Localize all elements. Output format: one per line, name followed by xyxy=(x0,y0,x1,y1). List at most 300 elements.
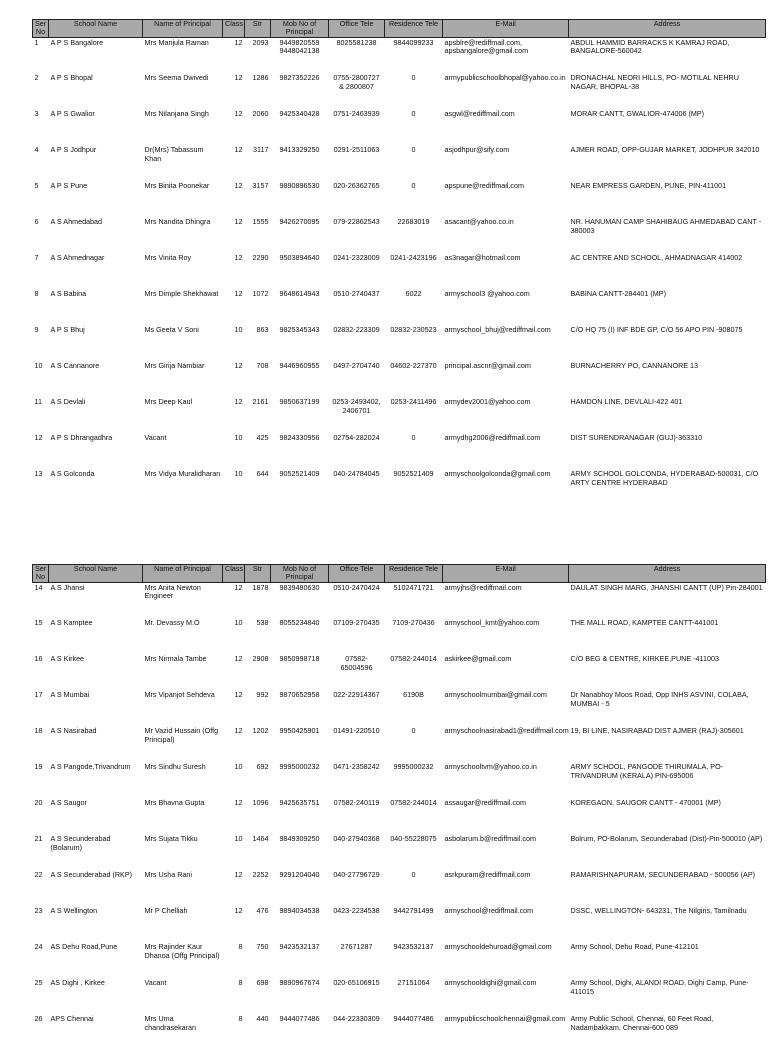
cell-principal: Mrs Nirmala Tambe xyxy=(144,654,207,664)
cell-str: 1072 xyxy=(252,289,269,299)
header-office: Office Tele xyxy=(329,565,385,583)
cell-office: 022-22914367 xyxy=(333,690,380,700)
cell-mob: 9870652958 xyxy=(279,690,320,700)
cell-principal: Vacant xyxy=(144,433,167,443)
cell-address: THE MALL ROAD, KAMPTEE CANTT-441001 xyxy=(570,618,719,628)
table-row xyxy=(33,217,766,253)
header-principal: Name of Principal xyxy=(143,565,223,583)
cell-address: MORAR CANTT, GWALIOR-474006 (MP) xyxy=(570,109,705,119)
cell-class: 10 xyxy=(234,433,243,443)
cell-email: askirkee@gmail.com xyxy=(444,654,512,664)
cell-office: 0755-2800727 & 2800807 xyxy=(333,73,380,91)
cell-address: 19, BI LINE, NASIRABAD DIST AJMER (RAJ)-305601 xyxy=(570,726,744,736)
cell-ser: 23 xyxy=(34,906,43,916)
cell-ser: 20 xyxy=(34,798,43,808)
cell-email: asacant@yahoo.co.in xyxy=(444,217,514,227)
cell-principal: Mrs Deep Kaul xyxy=(144,397,193,407)
cell-mob: 9839480630 xyxy=(279,582,320,592)
cell-office: 0253-2493402, 2406701 xyxy=(332,397,381,415)
schools-table-1 xyxy=(32,19,766,505)
cell-ser: 24 xyxy=(34,942,43,952)
header-class: Class xyxy=(223,565,245,583)
cell-mob: 9825345343 xyxy=(279,325,320,335)
cell-school: A S Wellington xyxy=(50,906,98,916)
header-mob: Mob No of Principal xyxy=(271,565,329,583)
header-row xyxy=(33,20,766,38)
cell-ser: 14 xyxy=(34,582,43,592)
cell-str: 1555 xyxy=(252,217,269,227)
table-row xyxy=(33,433,766,469)
cell-residence: 9442791499 xyxy=(393,906,434,916)
cell-class: 8 xyxy=(238,1014,243,1024)
header-ser: Ser No xyxy=(33,20,49,38)
cell-office: 0510-2470424 xyxy=(333,582,380,592)
cell-address: ARMY SCHOOL GOLCONDA, HYDERABAD-500031, C/O ARTY CENTRE HYDERABAD xyxy=(570,469,759,487)
cell-office: 0291-2511063 xyxy=(333,145,380,155)
cell-principal: Ms Geeta V Soni xyxy=(144,325,199,335)
cell-office: 040-27796729 xyxy=(333,870,380,880)
header-school: School Name xyxy=(49,20,143,38)
cell-str: 692 xyxy=(256,762,269,772)
cell-residence: 0241-2423196 xyxy=(390,253,437,263)
header-principal: Name of Principal xyxy=(143,20,223,38)
table-row xyxy=(33,37,766,73)
cell-principal: Vacant xyxy=(144,978,167,988)
cell-email: armyschool_kmt@yahoo.com xyxy=(444,618,540,628)
cell-email: armypublicschoolchennai@gmail.com xyxy=(444,1014,566,1024)
cell-address: Army School, Dighi, ALANDI ROAD, Dighi Camp, Pune-411015 xyxy=(570,978,749,996)
cell-principal: Mr P Chelliah xyxy=(144,906,188,916)
cell-class: 12 xyxy=(234,289,243,299)
header-address: Address xyxy=(569,565,766,583)
cell-address: AC CENTRE AND SCHOOL, AHMADNAGAR 414002 xyxy=(570,253,743,263)
cell-class: 10 xyxy=(234,469,243,479)
table-row xyxy=(33,906,766,942)
cell-office: 02754-282024 xyxy=(333,433,380,443)
cell-email: armyjhs@rediffmail.com xyxy=(444,582,522,592)
cell-class: 12 xyxy=(234,73,243,83)
header-residence: Residence Tele xyxy=(385,20,443,38)
cell-school: A P S Jodhpur xyxy=(50,145,97,155)
cell-str: 538 xyxy=(256,618,269,628)
cell-residence: 0 xyxy=(411,145,416,155)
cell-address: Bolrum, PO-Bolarum, Secunderabad (Dist)-Pin-500010 (AP) xyxy=(570,834,763,844)
cell-ser: 21 xyxy=(34,834,43,844)
cell-email: principal.ascnr@gmail.com xyxy=(444,361,531,371)
cell-class: 10 xyxy=(234,618,243,628)
cell-office: 0751-2463939 xyxy=(333,109,380,119)
table-row xyxy=(33,1014,766,1050)
cell-str: 750 xyxy=(256,942,269,952)
cell-school: APS Chennai xyxy=(50,1014,94,1024)
cell-ser: 2 xyxy=(34,73,39,83)
cell-office: 0510-2740437 xyxy=(333,289,380,299)
cell-str: 1202 xyxy=(252,726,269,736)
cell-address: Army Public School, Chennai, 60 Feet Road, Nadambakkam, Chennai-600 089 xyxy=(570,1014,714,1032)
cell-principal: Mrs Manjula Raman xyxy=(144,37,209,47)
cell-residence: 9844099233 xyxy=(393,37,434,47)
cell-principal: Mrs Nilanjana Singh xyxy=(144,109,209,119)
cell-str: 1878 xyxy=(252,582,269,592)
cell-office: 02832-223309 xyxy=(333,325,380,335)
cell-residence: 9995000232 xyxy=(393,762,434,772)
table-row xyxy=(33,397,766,433)
cell-ser: 8 xyxy=(34,289,39,299)
cell-residence: 6190B xyxy=(403,690,424,700)
cell-ser: 12 xyxy=(34,433,43,443)
cell-email: armyschoolnasirabad1@rediffmail.com xyxy=(444,726,569,736)
cell-class: 12 xyxy=(234,397,243,407)
cell-email: asrkpuram@rediffmail.com xyxy=(444,870,531,880)
cell-email: armyschooltvm@yahoo.co.in xyxy=(444,762,537,772)
cell-office: 8025581238 xyxy=(336,37,377,47)
cell-school: A S Secunderabad (RKP) xyxy=(50,870,133,880)
cell-residence: 0 xyxy=(411,181,416,191)
cell-ser: 26 xyxy=(34,1014,43,1024)
table-row xyxy=(33,870,766,906)
cell-office: 27671287 xyxy=(340,942,373,952)
cell-office: 07582-65004596 xyxy=(340,654,373,672)
cell-email: armyschool@rediffmail.com xyxy=(444,906,534,916)
cell-principal: Mrs Rajinder Kaur Dhanoa (Offg Principal) xyxy=(144,942,220,960)
cell-class: 10 xyxy=(234,834,243,844)
cell-mob: 9849309250 xyxy=(279,834,320,844)
cell-school: A P S Bhuj xyxy=(50,325,85,335)
header-mob: Mob No of Principal xyxy=(271,20,329,38)
cell-office: 07109-270435 xyxy=(333,618,380,628)
cell-mob: 8055234840 xyxy=(279,618,320,628)
cell-residence: 9052521409 xyxy=(393,469,434,479)
cell-residence: 5102471721 xyxy=(393,582,434,592)
cell-str: 1286 xyxy=(252,73,269,83)
cell-school: A S Devlali xyxy=(50,397,86,407)
table-row xyxy=(33,798,766,834)
cell-mob: 9413329250 xyxy=(279,145,320,155)
header-email: E-Mail xyxy=(443,565,569,583)
schools-table-2 xyxy=(32,564,766,1050)
cell-principal: Mrs Dimple Shekhawat xyxy=(144,289,219,299)
table-row xyxy=(33,618,766,654)
cell-email: armyschool3 @yahoo.com xyxy=(444,289,530,299)
cell-school: A S Kirkee xyxy=(50,654,85,664)
cell-school: A P S Dhrangadhra xyxy=(50,433,113,443)
cell-class: 12 xyxy=(234,253,243,263)
cell-office: 040-24784045 xyxy=(333,469,380,479)
cell-class: 12 xyxy=(234,726,243,736)
cell-principal: Mrs Sujata Tikku xyxy=(144,834,198,844)
cell-residence: 0 xyxy=(411,109,416,119)
cell-address: KOREGAON, SAUGOR CANTT - 470001 (MP) xyxy=(570,798,721,808)
table-row xyxy=(33,942,766,978)
cell-str: 863 xyxy=(256,325,269,335)
cell-residence: 27151064 xyxy=(397,978,430,988)
cell-residence: 9444077486 xyxy=(393,1014,434,1024)
cell-office: 044-22330309 xyxy=(333,1014,380,1024)
cell-ser: 25 xyxy=(34,978,43,988)
cell-ser: 5 xyxy=(34,181,39,191)
cell-str: 708 xyxy=(256,361,269,371)
cell-principal: Mr. Devassy M.O xyxy=(144,618,200,628)
cell-mob: 9426270095 xyxy=(279,217,320,227)
cell-ser: 4 xyxy=(34,145,39,155)
table-row xyxy=(33,181,766,217)
cell-str: 425 xyxy=(256,433,269,443)
cell-school: A S Pangode,Trivandrum xyxy=(50,762,131,772)
cell-address: NEAR EMPRESS GARDEN, PUNE, PIN-411001 xyxy=(570,181,727,191)
cell-office: 0423-2234538 xyxy=(333,906,380,916)
header-str: Str xyxy=(245,565,271,583)
header-row xyxy=(33,565,766,583)
table-row xyxy=(33,253,766,289)
cell-principal: Mrs Vipanjot Sehdeva xyxy=(144,690,215,700)
cell-email: apsblre@rediffmail.com, apsbangalore@gmail.com xyxy=(444,37,529,56)
cell-address: ABDUL HAMMID BARRACKS K KAMRAJ ROAD, BANGALORE-560042 xyxy=(570,37,730,56)
table-row xyxy=(33,582,766,618)
cell-email: armyschooldighi@gmail.com xyxy=(444,978,537,988)
cell-residence: 0 xyxy=(411,73,416,83)
cell-str: 2093 xyxy=(252,37,269,47)
cell-ser: 3 xyxy=(34,109,39,119)
cell-address: DIST SURENDRANAGAR (GUJ)-363310 xyxy=(570,433,703,443)
table-row xyxy=(33,73,766,109)
cell-principal: Mrs Seema Dwivedi xyxy=(144,73,209,83)
cell-address: C/O BEG & CENTRE, KIRKEE,PUNE -411003 xyxy=(570,654,719,664)
cell-class: 12 xyxy=(234,906,243,916)
cell-str: 3157 xyxy=(252,181,269,191)
cell-office: 020-65106915 xyxy=(333,978,380,988)
cell-school: A S Jhansi xyxy=(50,582,85,592)
cell-address: Dr Nanabhoy Moos Road, Opp INHS ASVINI, COLABA, MUMBAI - 5 xyxy=(570,690,749,708)
cell-str: 2252 xyxy=(252,870,269,880)
cell-ser: 6 xyxy=(34,217,39,227)
cell-mob: 9648614943 xyxy=(279,289,320,299)
cell-email: asgwl@rediffmail.com xyxy=(444,109,515,119)
cell-str: 2060 xyxy=(252,109,269,119)
cell-school: A S Babina xyxy=(50,289,87,299)
cell-class: 8 xyxy=(238,978,243,988)
cell-email: assaugar@rediffmail.com xyxy=(444,798,526,808)
cell-school: A S Kamptee xyxy=(50,618,93,628)
cell-email: armyschooldehuroad@gmail.com xyxy=(444,942,552,952)
cell-residence: 07582-244014 xyxy=(390,798,437,808)
cell-address: DSSC, WELLINGTON- 643231, The Nilgiris, Tamilnadu xyxy=(570,906,747,916)
cell-school: A P S Pune xyxy=(50,181,88,191)
cell-str: 3117 xyxy=(253,145,269,155)
header-class: Class xyxy=(223,20,245,38)
cell-ser: 7 xyxy=(34,253,39,263)
cell-ser: 9 xyxy=(34,325,39,335)
cell-residence: 0 xyxy=(411,870,416,880)
cell-class: 8 xyxy=(238,942,243,952)
header-email: E-Mail xyxy=(443,20,569,38)
cell-school: A S Ahmednagar xyxy=(50,253,105,263)
cell-str: 2290 xyxy=(252,253,269,263)
cell-school: A S Cannanore xyxy=(50,361,100,371)
cell-str: 476 xyxy=(256,906,269,916)
cell-school: A S Saugor xyxy=(50,798,87,808)
cell-office: 040-27940368 xyxy=(333,834,380,844)
cell-school: A S Mumbai xyxy=(50,690,90,700)
cell-principal: Mrs Nandita Dhingra xyxy=(144,217,211,227)
table-row xyxy=(33,469,766,505)
table-row xyxy=(33,726,766,762)
cell-ser: 15 xyxy=(34,618,43,628)
cell-ser: 10 xyxy=(34,361,43,371)
cell-str: 644 xyxy=(256,469,269,479)
cell-email: apspune@rediffmail.com xyxy=(444,181,524,191)
cell-mob: 9291204040 xyxy=(279,870,320,880)
table-row xyxy=(33,762,766,798)
table-body xyxy=(33,582,766,1050)
cell-ser: 18 xyxy=(34,726,43,736)
cell-mob: 9503894640 xyxy=(279,253,320,263)
cell-school: A S Nasirabad xyxy=(50,726,97,736)
cell-class: 12 xyxy=(234,109,243,119)
cell-school: A S Ahmedabad xyxy=(50,217,103,227)
cell-residence: 0253-2411496 xyxy=(390,397,437,407)
cell-ser: 16 xyxy=(34,654,43,664)
cell-str: 1464 xyxy=(252,834,269,844)
table-row xyxy=(33,109,766,145)
table-body xyxy=(33,37,766,505)
cell-principal: Mrs Bhavna Gupta xyxy=(144,798,205,808)
cell-ser: 17 xyxy=(34,690,43,700)
cell-mob: 9890896530 xyxy=(279,181,320,191)
cell-str: 698 xyxy=(256,978,269,988)
cell-residence: 0 xyxy=(411,726,416,736)
cell-principal: Mr Vazid Hussain (Offg Principal) xyxy=(144,726,219,744)
cell-office: 0471-2358242 xyxy=(333,762,380,772)
cell-address: DAULAT SINGH MARG, JHANSHI CANTT (UP) Pin-284001 xyxy=(570,582,763,592)
cell-ser: 22 xyxy=(34,870,43,880)
cell-address: RAMARISHNAPURAM, SECUNDERABAD - 500056 (AP) xyxy=(570,870,756,880)
cell-principal: Mrs Uma chandrasekaran xyxy=(144,1014,197,1032)
cell-school: A S Golconda xyxy=(50,469,95,479)
cell-mob: 9425340428 xyxy=(279,109,320,119)
table-row xyxy=(33,289,766,325)
cell-email: asbolarum.b@rediffmail.com xyxy=(444,834,536,844)
table-row xyxy=(33,654,766,690)
header-address: Address xyxy=(569,20,766,38)
cell-principal: Mrs Usha Rani xyxy=(144,870,193,880)
cell-address: DRONACHAL NEORI HILLS, PO- MOTILAL NEHRU NAGAR, BHOPAL-38 xyxy=(570,73,739,91)
cell-school: A P S Bangalore xyxy=(50,37,104,47)
cell-school: A S Secunderabad (Bolarum) xyxy=(50,834,111,852)
cell-address: ARMY SCHOOL, PANGODE THIRUMALA, PO- TRIVANDRUM (KERALA) PIN-695006 xyxy=(570,762,724,780)
table-row xyxy=(33,325,766,361)
cell-school: A P S Gwalior xyxy=(50,109,95,119)
cell-ser: 19 xyxy=(34,762,43,772)
header-ser: Ser No xyxy=(33,565,49,583)
cell-mob: 9850637199 xyxy=(279,397,320,407)
cell-class: 12 xyxy=(234,654,243,664)
cell-mob: 9890967674 xyxy=(279,978,320,988)
cell-class: 12 xyxy=(234,582,243,592)
cell-mob: 9995000232 xyxy=(279,762,320,772)
cell-principal: Mrs Vinita Roy xyxy=(144,253,192,263)
cell-residence: 7109-270436 xyxy=(392,618,435,628)
cell-mob: 9423532137 xyxy=(279,942,320,952)
table-row xyxy=(33,690,766,726)
cell-address: BURNACHERRY PO, CANNANORE 13 xyxy=(570,361,699,371)
cell-school: AS Dighi , Kirkee xyxy=(50,978,105,988)
cell-residence: 02832-230523 xyxy=(390,325,437,335)
cell-address: NR. HANUMAN CAMP SHAHIBAUG AHMEDABAD CANT - 380003 xyxy=(570,217,762,235)
cell-school: AS Dehu Road,Pune xyxy=(50,942,118,952)
cell-office: 01491-220510 xyxy=(333,726,380,736)
cell-mob: 9824330956 xyxy=(279,433,320,443)
cell-mob: 9444077486 xyxy=(279,1014,320,1024)
cell-email: armyschool_bhuj@rediffmail.com xyxy=(444,325,551,335)
cell-mob: 9052521409 xyxy=(279,469,320,479)
cell-residence: 07582-244014 xyxy=(390,654,437,664)
cell-principal: Mrs Anita Newton Engineer xyxy=(144,582,201,601)
cell-class: 10 xyxy=(234,325,243,335)
cell-residence: 040-55228075 xyxy=(390,834,437,844)
cell-class: 12 xyxy=(234,361,243,371)
cell-school: A P S Bhopal xyxy=(50,73,93,83)
cell-email: armyschoolgolconda@gmail.com xyxy=(444,469,551,479)
cell-str: 992 xyxy=(256,690,269,700)
cell-principal: Mrs Girija Nambiar xyxy=(144,361,205,371)
cell-mob: 9446960955 xyxy=(279,361,320,371)
cell-office: 079-22862543 xyxy=(333,217,380,227)
cell-mob: 9950425901 xyxy=(279,726,320,736)
cell-address: Army School, Dehu Road, Pune-412101 xyxy=(570,942,699,952)
cell-class: 12 xyxy=(234,37,243,47)
cell-principal: Dr(Mrs) Tabassum Khan xyxy=(144,145,204,163)
cell-residence: 6022 xyxy=(405,289,422,299)
cell-ser: 1 xyxy=(34,37,39,47)
cell-email: armyschoolmumbai@gmail.com xyxy=(444,690,547,700)
cell-email: armypublicschoolbhopal@yahoo.co.in xyxy=(444,73,566,83)
cell-residence: 0 xyxy=(411,433,416,443)
header-str: Str xyxy=(245,20,271,38)
cell-address: HAMDON LINE, DEVLALI-422 401 xyxy=(570,397,683,407)
cell-str: 2908 xyxy=(252,654,269,664)
table-row xyxy=(33,361,766,397)
table-row xyxy=(33,834,766,870)
cell-office: 020-26362765 xyxy=(333,181,380,191)
cell-mob: 9425635751 xyxy=(279,798,320,808)
cell-office: 0241-2323009 xyxy=(333,253,380,263)
cell-class: 12 xyxy=(234,690,243,700)
cell-str: 1096 xyxy=(252,798,269,808)
cell-office: 0497-2704740 xyxy=(333,361,380,371)
header-residence: Residence Tele xyxy=(385,565,443,583)
cell-residence: 04602-227370 xyxy=(390,361,437,371)
cell-residence: 22683019 xyxy=(397,217,430,227)
cell-mob: 9850998718 xyxy=(279,654,320,664)
cell-ser: 11 xyxy=(34,397,42,407)
table-row xyxy=(33,145,766,181)
cell-class: 12 xyxy=(234,798,243,808)
cell-mob: 9827352226 xyxy=(279,73,320,83)
cell-residence: 9423532137 xyxy=(393,942,434,952)
cell-mob: 9894034538 xyxy=(279,906,320,916)
header-school: School Name xyxy=(49,565,143,583)
cell-class: 12 xyxy=(234,217,243,227)
cell-email: as3nagar@hotmail.com xyxy=(444,253,521,263)
cell-email: armydhg2006@rediffmail.com xyxy=(444,433,541,443)
cell-class: 10 xyxy=(234,762,243,772)
cell-str: 2161 xyxy=(252,397,269,407)
cell-principal: Mrs Sindhu Suresh xyxy=(144,762,206,772)
cell-office: 07582-240119 xyxy=(333,798,380,808)
cell-address: C/O HQ 75 (I) INF BDE GP, C/O 56 APO PIN -908075 xyxy=(570,325,743,335)
cell-principal: Mrs Vidya Muralidharan xyxy=(144,469,221,479)
cell-mob: 9449820559 9448042138 xyxy=(279,37,320,56)
